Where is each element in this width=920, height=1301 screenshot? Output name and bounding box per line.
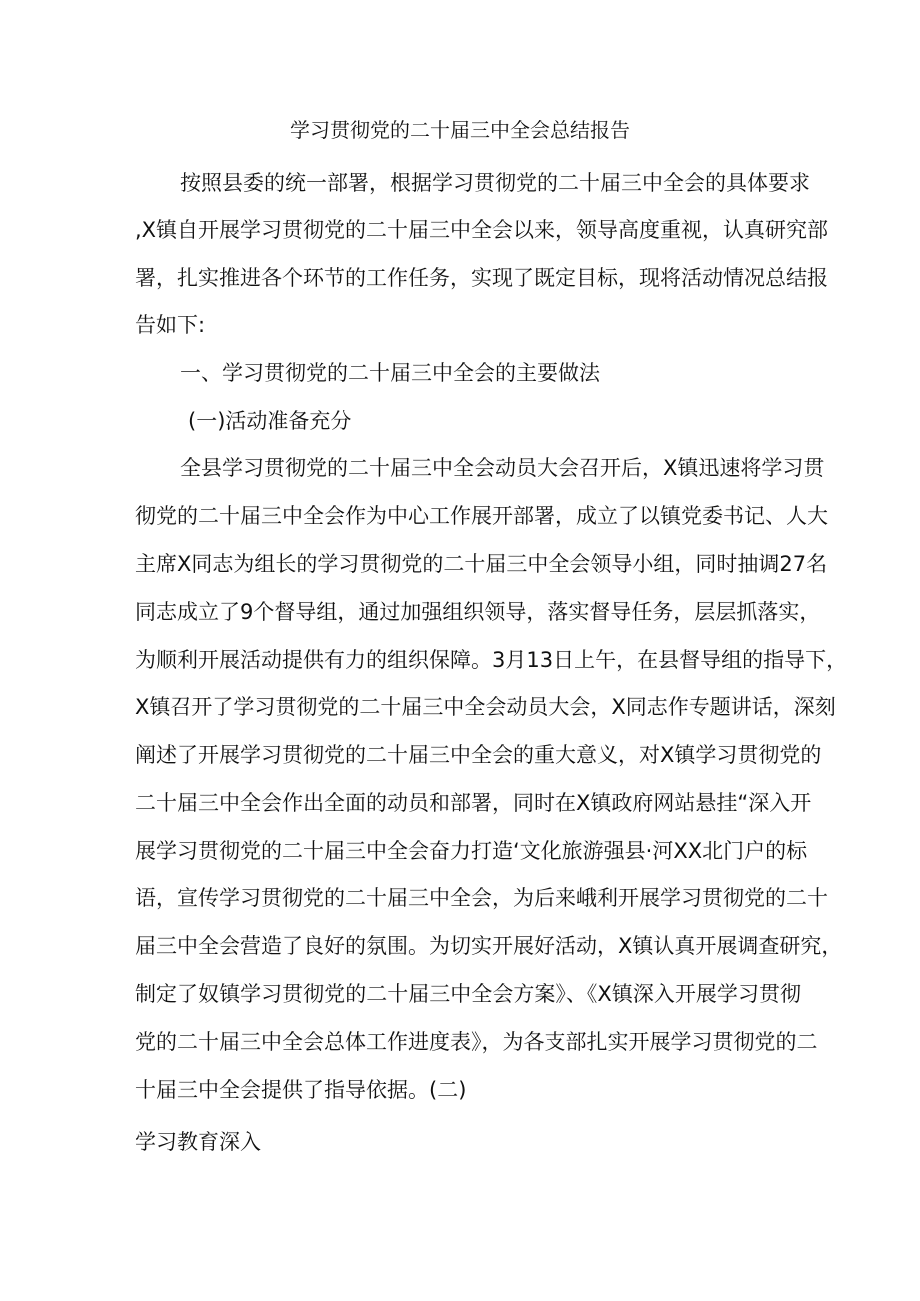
paragraph-line: 展学习贯彻党的二十届三中全会奋力打造‘文化旅游强县·河XX北门户的标 [135, 839, 808, 863]
paragraph-line: 告如下: [135, 313, 206, 337]
paragraph-line: 按照县委的统一部署，根据学习贯彻党的二十届三中全会的具体要求 [180, 171, 810, 195]
paragraph-line: 全县学习贯彻党的二十届三中全会动员大会召开后，X镇迅速将学习贯 [180, 456, 825, 480]
paragraph-line: 党的二十届三中全会总体工作进度表》，为各支部扎实开展学习贯彻党的二 [135, 1030, 818, 1054]
paragraph-line: 届三中全会营造了良好的氛围。为切实开展好活动，X镇认真开展调查研究， [135, 934, 843, 958]
paragraph-line: 语，宣传学习贯彻党的二十届三中全会，为后来峨利开展学习贯彻党的二十 [135, 886, 828, 910]
subsection-heading: (一)活动准备充分 [188, 409, 352, 433]
paragraph-line: 彻党的二十届三中全会作为中心工作展开部署，成立了以镇党委书记、人大 [135, 504, 828, 528]
paragraph-line: 十届三中全会提供了指导依据。(二) [135, 1078, 467, 1102]
paragraph-line: 为顺利开展活动提供有力的组织保障。3月13日上午，在县督导组的指导下， [135, 648, 848, 672]
document-title: 学习贯彻党的二十届三中全会总结报告 [290, 118, 630, 142]
subsection-heading: 学习教育深入 [135, 1130, 261, 1154]
paragraph-line: 二十届三中全会作出全面的动员和部署，同时在X镇政府网站悬挂“深入开 [135, 791, 812, 815]
paragraph-line: X镇召开了学习贯彻党的二十届三中全会动员大会，X同志作专题讲话，深刻 [135, 695, 836, 719]
paragraph-line: 署，扎实推进各个环节的工作任务，实现了既定目标，现将活动情况总结报 [135, 266, 828, 290]
paragraph-line: ,X镇自开展学习贯彻党的二十届三中全会以来，领导高度重视，认真研究部 [135, 218, 829, 242]
paragraph-line: 阐述了开展学习贯彻党的二十届三中全会的重大意义，对X镇学习贯彻党的 [135, 743, 822, 767]
paragraph-line: 同志成立了9个督导组，通过加强组织领导，落实督导任务，层层抓落实， [135, 600, 821, 624]
section-heading: 一、学习贯彻党的二十届三中全会的主要做法 [180, 361, 600, 385]
paragraph-line: 主席X同志为组长的学习贯彻党的二十届三中全会领导小组，同时抽调27名 [135, 552, 828, 576]
paragraph-line: 制定了奴镇学习贯彻党的二十届三中全会方案》、《X镇深入开展学习贯彻 [135, 982, 801, 1006]
